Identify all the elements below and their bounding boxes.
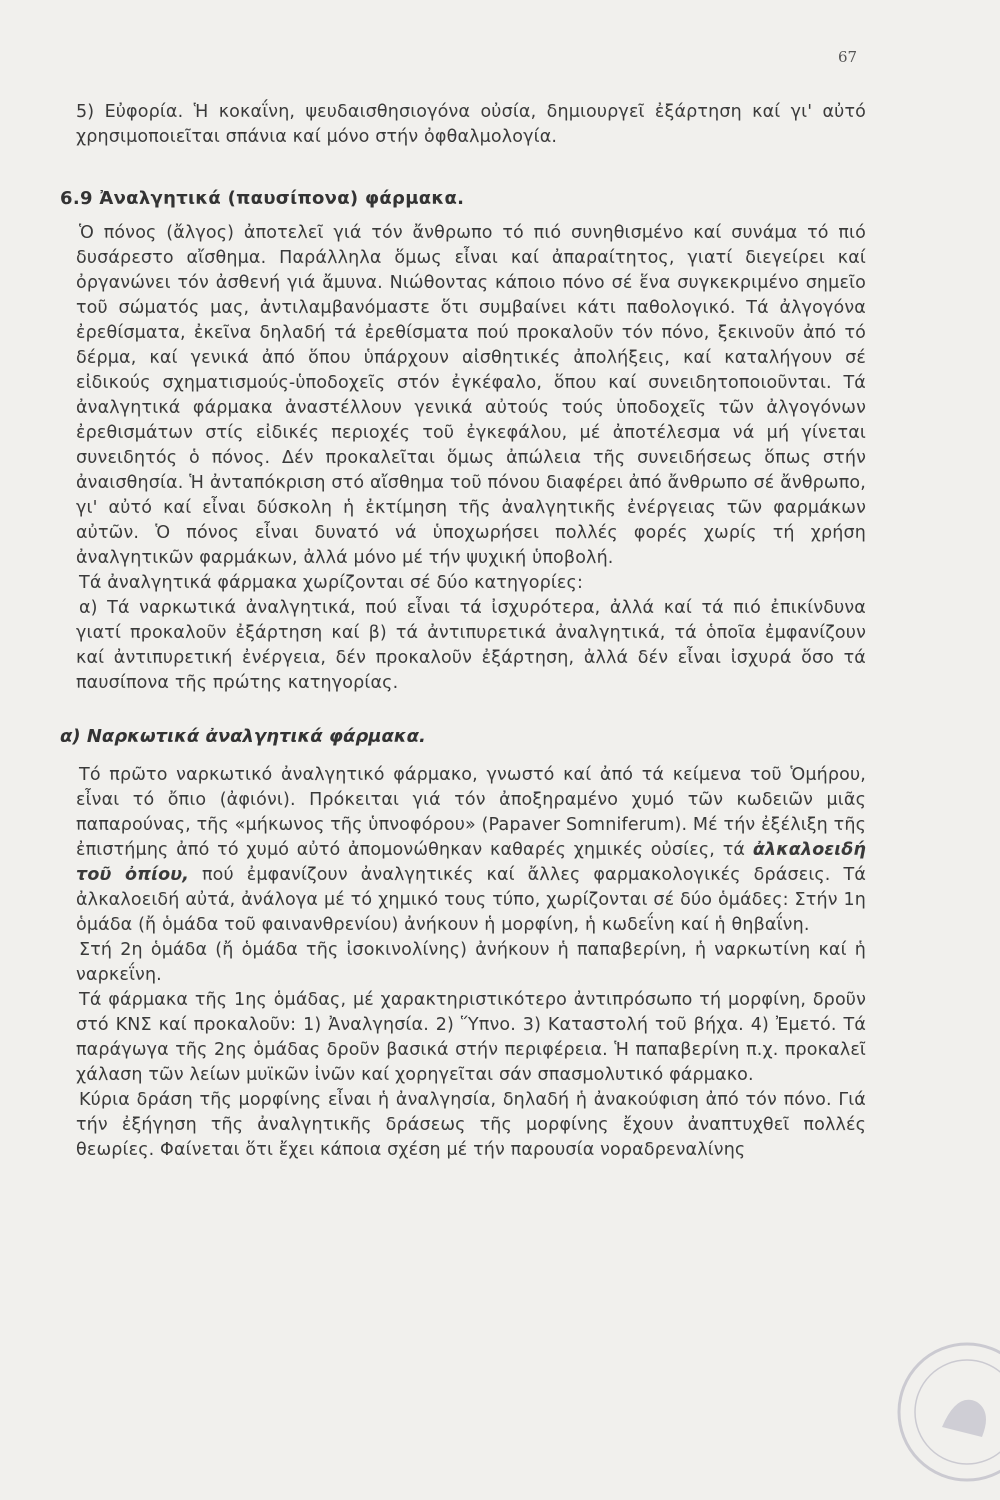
paragraph: Ὁ πόνος (ἄλγος) ἀποτελεῖ γιά τόν ἄνθρωπο τό πιό συνηθισμένο καί συνάμα τό πιό δυσάρεστο αἴσθημα. Παράλληλα ὅμως εἶναι καί ἀπαραίτητος, γιατί διεγείρει καί ὀργανώνει τόν ἀσθενή γιά ἄμυνα. Νιώθοντας κάποιο πόνο σέ ἕνα συγκεκριμένο σημεῖο τοῦ σώματός μας, ἀντιλαμβανόμαστε ὅτι συμβαίνει κάτι παθολογικό. Τά ἀλγογόνα ἐρεθίσματα, ἐκεῖνα δηλαδή τά ἐρεθίσματα πού προκαλοῦν τόν πόνο, ξεκινοῦν ἀπό τό δέρμα, καί γενικά ἀπό ὅπου ὑπάρχουν αἰσθητικές ἀπολήξεις, καί καταλήγουν σέ εἰδικούς σχηματισμούς-ὑποδοχεῖς στόν ἐγκέφαλο, ὅπου καί συνειδητοποιοῦνται. Τά ἀναλγητικά φάρμακα ἀναστέλλουν γενικά αὐτούς τούς ὑποδοχεῖς τῶν ἀλγογόνων ἐρεθισμάτων στίς εἰδικές περιοχές τοῦ ἐγκεφάλου, μέ ἀποτέλεσμα νά μή γίνεται συνειδητός ὁ πόνος. Δέν προκαλεῖται ὅμως ἀπώλεια τῆς συνειδήσεως ὅπως στήν ἀναισθησία. Ἡ ἀνταπόκριση στό αἴσθημα τοῦ πόνου διαφέρει ἀπό ἄνθρωπο σέ ἄνθρωπο, γι' αὐτό καί εἶναι δύσκολη ἡ ἐκτίμηση τῆς ἀναλγητικῆς ἐνέργειας τῶν φαρμάκων αὐτῶν. Ὁ πόνος εἶναι δυνατό νά ὑποχωρήσει πολλές φορές χωρίς τή χρήση ἀναλγητικῶν φαρμάκων, ἀλλά μόνο μέ τήν ψυχική ὑποβολή. [76, 223, 866, 568]
paragraph: Τά ἀναλγητικά φάρμακα χωρίζονται σέ δύο κατηγορίες: [79, 573, 583, 593]
section-heading [60, 188, 866, 209]
paragraph: Κύρια δράση τῆς μορφίνης εἶναι ἡ ἀναλγησία, δηλαδή ἡ ἀνακούφιση ἀπό τόν πόνο. Γιά τήν ἐξήγηση τῆς ἀναλγητικῆς δράσεως τῆς μορφίνης ἔχουν ἀναπτυχθεῖ πολλές θεωρίες. Φαίνεται ὅτι ἔχει κάποια σχέση μέ τήν παρουσία νοραδρεναλίνης [76, 1090, 866, 1160]
paragraph: Τά φάρμακα τῆς 1ης ὁμάδας, μέ χαρακτηριστικότερο ἀντιπρόσωπο τή μορφίνη, δροῦν στό ΚΝΣ καί προκαλοῦν: 1) Ἀναλγησία. 2) Ὕπνο. 3) Καταστολή τοῦ βήχα. 4) Ἐμετό. Τά παράγωγα τῆς 2ης ὁμάδας δροῦν βασικά στήν περιφέρεια. Ἡ παπαβερίνη π.χ. προκαλεῖ χάλαση τῶν λείων μυϊκῶν ἰνῶν καί χορηγεῖται σάν σπασμολυτικό φάρμακο. [76, 990, 866, 1085]
paragraph: Στή 2η ὁμάδα (ἤ ὁμάδα τῆς ἰσοκινολίνης) ἀνήκουν ἡ παπαβερίνη, ἡ ναρκωτίνη καί ἡ ναρκεΐνη. [76, 940, 866, 985]
paragraph-text: Τό πρῶτο ναρκωτικό ἀναλγητικό φάρμακο, γνωστό καί ἀπό τά κείμενα τοῦ Ὁμήρου, εἶναι τό ὄπιο (ἀφιόνι). Πρόκειται γιά τόν ἀποξηραμένο χυμό τῶν κωδειῶν μιᾶς παπαρούνας, τῆς «μήκωνος τῆς ὑπνοφόρου» (Papaver Somniferum). Μέ τήν ἐξέλιξη τῆς ἐπιστήμης ἀπό τό χυμό αὐτό ἀπομονώθηκαν καθαρές χημικές οὐσίες, τά [76, 765, 866, 860]
page-body [60, 100, 867, 1163]
intro-item: 5) Εὐφορία. Ἡ κοκαΐνη, ψευδαισθησιογόνα οὐσία, δημιουργεῖ ἐξάρτηση καί γι' αὐτό χρησιμοποιεῖται σπάνια καί μόνο στήν ὀφθαλμολογία. [76, 102, 866, 147]
page-number: 67 [838, 48, 858, 66]
paragraph: α) Τά ναρκωτικά ἀναλγητικά, πού εἶναι τά ἰσχυρότερα, ἀλλά καί τά πιό ἐπικίνδυνα γιατί προκαλοῦν ἐξάρτηση καί β) τά ἀντιπυρετικά ἀναλγητικά, τά ὁποῖα ἐμφανίζουν καί ἀντιπυρετική ἐνέργεια, δέν προκαλοῦν ἐξάρτηση, ἀλλά δέν εἶναι ἰσχυρά ὅσο τά παυσίπονα τῆς πρώτης κατηγορίας. [76, 598, 866, 693]
paragraph [76, 763, 866, 938]
paragraph-text: πού ἐμφανίζουν ἀναλγητικές καί ἄλλες φαρμακολογικές δράσεις. Τά ἀλκαλοειδή αὐτά, ἀνάλογα μέ τό χημικό τους τύπο, χωρίζονται σέ δύο ὁμάδες: Στήν 1η ὁμάδα (ἤ ὁμάδα τοῦ φαινανθρενίου) ἀνήκουν ἡ μορφίνη, ἡ κωδεΐνη καί ἡ θηβαΐνη. [76, 865, 867, 935]
section-number: 6.9 [60, 188, 93, 209]
library-stamp-icon [882, 1332, 1000, 1482]
emphasis-text: ἀλκαλοειδή τοῦ ὀπίου, [76, 840, 867, 885]
subsection-heading: α) Ναρκωτικά ἀναλγητικά φάρμακα. [60, 726, 426, 747]
section-title: Ἀναλγητικά (παυσίπονα) φάρμακα. [99, 188, 465, 209]
